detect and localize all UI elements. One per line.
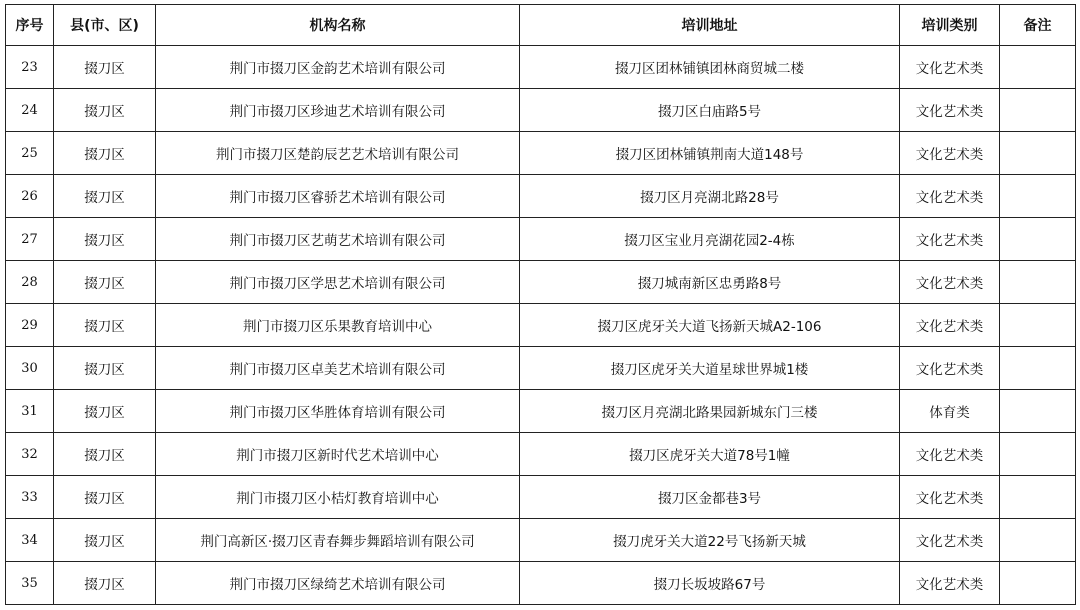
cell-category: 文化艺术类: [900, 562, 1000, 605]
header-row: [6, 5, 1076, 46]
table-row: [6, 89, 1076, 132]
table-row: [6, 562, 1076, 605]
table-body: [6, 46, 1076, 605]
table-row: [6, 433, 1076, 476]
cell-address: 掇刀城南新区忠勇路8号: [520, 261, 900, 304]
cell-name: 荆门市掇刀区学思艺术培训有限公司: [156, 261, 520, 304]
cell-address: 掇刀虎牙关大道22号飞扬新天城: [520, 519, 900, 562]
cell-address: 掇刀区月亮湖北路果园新城东门三楼: [520, 390, 900, 433]
header-category: 培训类别: [900, 5, 1000, 46]
cell-category: 体育类: [900, 390, 1000, 433]
cell-seq: 33: [6, 476, 54, 519]
header-name: 机构名称: [156, 5, 520, 46]
cell-category: 文化艺术类: [900, 89, 1000, 132]
table-row: [6, 46, 1076, 89]
cell-remark: [1000, 89, 1076, 132]
cell-county: 掇刀区: [54, 132, 156, 175]
cell-remark: [1000, 132, 1076, 175]
cell-seq: 25: [6, 132, 54, 175]
cell-address: 掇刀区金都巷3号: [520, 476, 900, 519]
cell-remark: [1000, 519, 1076, 562]
table-row: [6, 218, 1076, 261]
cell-name: 荆门市掇刀区华胜体育培训有限公司: [156, 390, 520, 433]
cell-address: 掇刀长坂坡路67号: [520, 562, 900, 605]
table-header: [6, 5, 1076, 46]
cell-county: 掇刀区: [54, 218, 156, 261]
cell-category: 文化艺术类: [900, 261, 1000, 304]
table-row: [6, 476, 1076, 519]
header-seq: 序号: [6, 5, 54, 46]
cell-remark: [1000, 562, 1076, 605]
cell-county: 掇刀区: [54, 261, 156, 304]
cell-address: 掇刀区白庙路5号: [520, 89, 900, 132]
cell-address: 掇刀区月亮湖北路28号: [520, 175, 900, 218]
cell-name: 荆门市掇刀区绿绮艺术培训有限公司: [156, 562, 520, 605]
cell-seq: 35: [6, 562, 54, 605]
cell-seq: 23: [6, 46, 54, 89]
table-row: [6, 519, 1076, 562]
cell-remark: [1000, 175, 1076, 218]
institution-table-container: [5, 4, 1076, 605]
cell-name: 荆门高新区·掇刀区青春舞步舞蹈培训有限公司: [156, 519, 520, 562]
cell-remark: [1000, 304, 1076, 347]
cell-county: 掇刀区: [54, 390, 156, 433]
cell-remark: [1000, 261, 1076, 304]
cell-county: 掇刀区: [54, 433, 156, 476]
header-remark: 备注: [1000, 5, 1076, 46]
cell-seq: 34: [6, 519, 54, 562]
cell-name: 荆门市掇刀区小桔灯教育培训中心: [156, 476, 520, 519]
cell-county: 掇刀区: [54, 347, 156, 390]
table-row: [6, 261, 1076, 304]
cell-seq: 30: [6, 347, 54, 390]
table-row: [6, 304, 1076, 347]
table-row: [6, 347, 1076, 390]
cell-seq: 32: [6, 433, 54, 476]
cell-seq: 26: [6, 175, 54, 218]
cell-category: 文化艺术类: [900, 46, 1000, 89]
training-institution-table: [5, 4, 1076, 605]
cell-seq: 27: [6, 218, 54, 261]
cell-category: 文化艺术类: [900, 175, 1000, 218]
cell-category: 文化艺术类: [900, 519, 1000, 562]
table-row: [6, 390, 1076, 433]
cell-remark: [1000, 218, 1076, 261]
header-county: 县(市、区): [54, 5, 156, 46]
cell-category: 文化艺术类: [900, 304, 1000, 347]
cell-seq: 24: [6, 89, 54, 132]
cell-name: 荆门市掇刀区乐果教育培训中心: [156, 304, 520, 347]
cell-address: 掇刀区虎牙关大道星球世界城1楼: [520, 347, 900, 390]
table-row: [6, 175, 1076, 218]
cell-category: 文化艺术类: [900, 132, 1000, 175]
cell-county: 掇刀区: [54, 89, 156, 132]
cell-county: 掇刀区: [54, 46, 156, 89]
cell-address: 掇刀区宝业月亮湖花园2-4栋: [520, 218, 900, 261]
cell-name: 荆门市掇刀区楚韵辰艺艺术培训有限公司: [156, 132, 520, 175]
cell-remark: [1000, 476, 1076, 519]
cell-name: 荆门市掇刀区新时代艺术培训中心: [156, 433, 520, 476]
cell-address: 掇刀区团林铺镇荆南大道148号: [520, 132, 900, 175]
cell-category: 文化艺术类: [900, 347, 1000, 390]
table-row: [6, 132, 1076, 175]
cell-county: 掇刀区: [54, 304, 156, 347]
cell-category: 文化艺术类: [900, 433, 1000, 476]
header-address: 培训地址: [520, 5, 900, 46]
cell-category: 文化艺术类: [900, 476, 1000, 519]
cell-address: 掇刀区团林铺镇团林商贸城二楼: [520, 46, 900, 89]
cell-county: 掇刀区: [54, 175, 156, 218]
cell-remark: [1000, 46, 1076, 89]
cell-county: 掇刀区: [54, 562, 156, 605]
cell-seq: 31: [6, 390, 54, 433]
cell-category: 文化艺术类: [900, 218, 1000, 261]
cell-remark: [1000, 390, 1076, 433]
cell-remark: [1000, 433, 1076, 476]
cell-remark: [1000, 347, 1076, 390]
cell-name: 荆门市掇刀区睿骄艺术培训有限公司: [156, 175, 520, 218]
cell-name: 荆门市掇刀区卓美艺术培训有限公司: [156, 347, 520, 390]
cell-name: 荆门市掇刀区珍迪艺术培训有限公司: [156, 89, 520, 132]
cell-seq: 29: [6, 304, 54, 347]
cell-county: 掇刀区: [54, 476, 156, 519]
cell-address: 掇刀区虎牙关大道飞扬新天城A2-106: [520, 304, 900, 347]
cell-county: 掇刀区: [54, 519, 156, 562]
cell-address: 掇刀区虎牙关大道78号1幢: [520, 433, 900, 476]
cell-name: 荆门市掇刀区艺萌艺术培训有限公司: [156, 218, 520, 261]
cell-name: 荆门市掇刀区金韵艺术培训有限公司: [156, 46, 520, 89]
cell-seq: 28: [6, 261, 54, 304]
